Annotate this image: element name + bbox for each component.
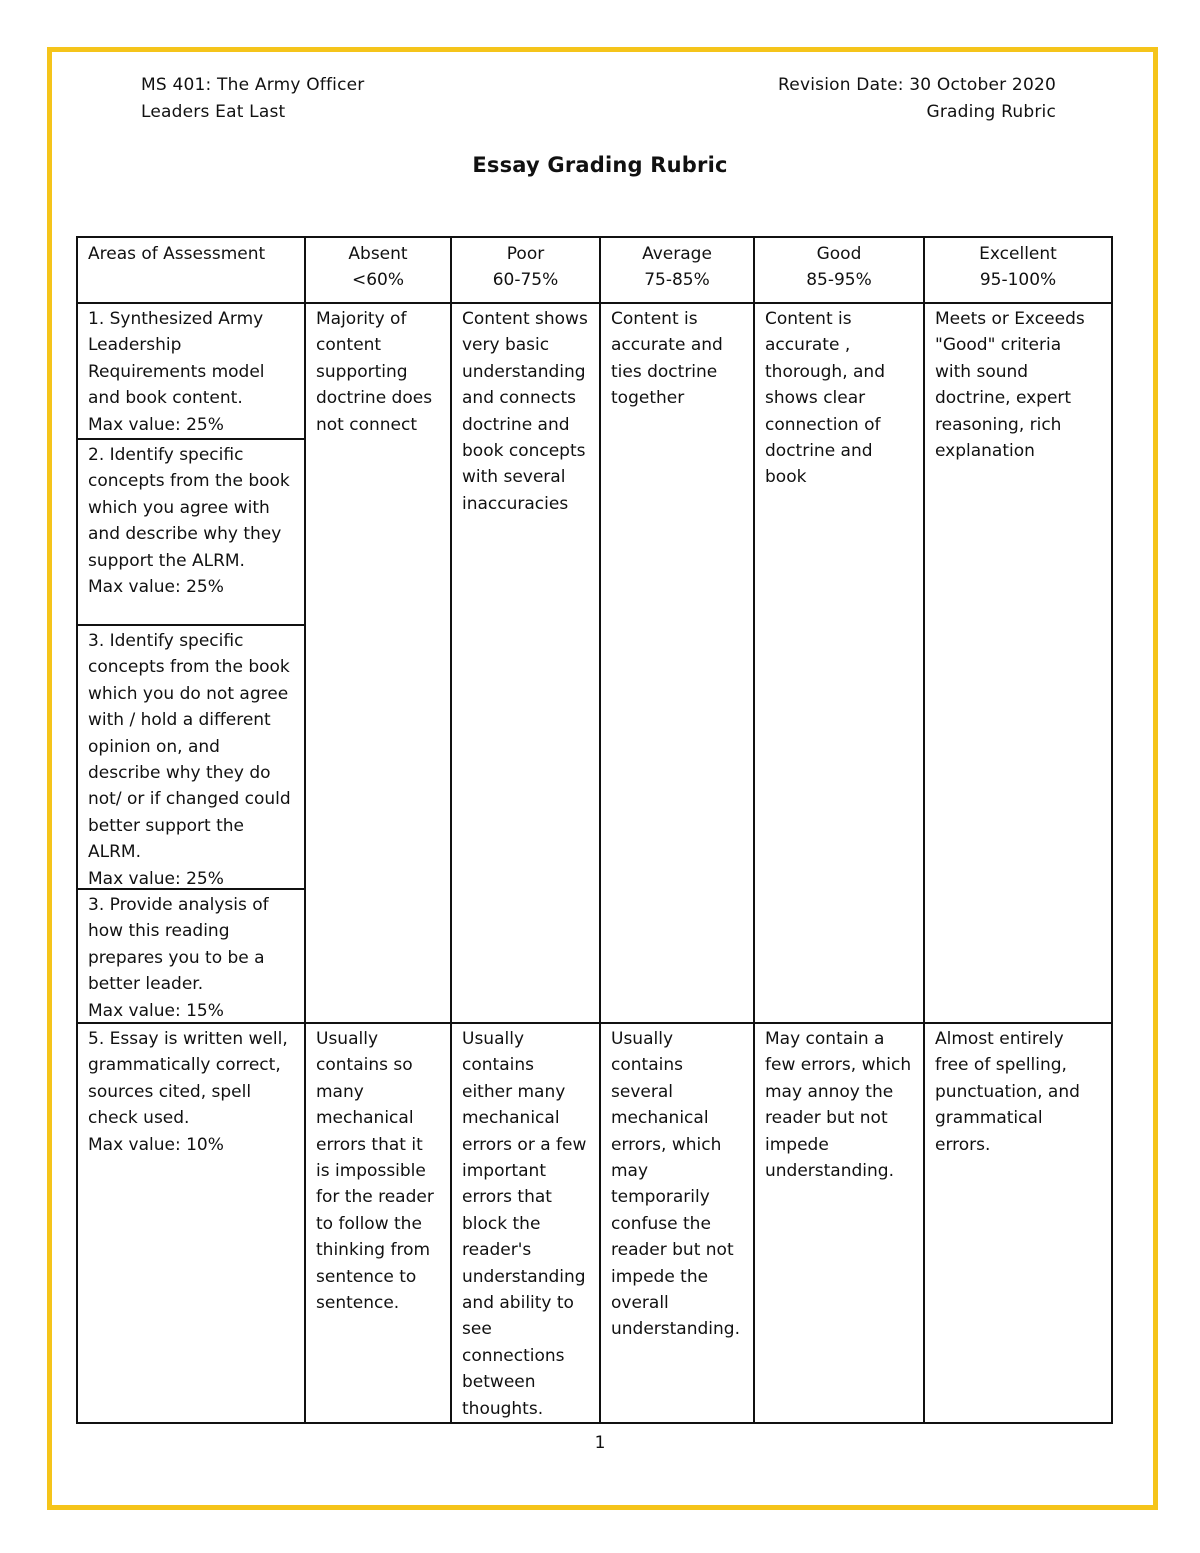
area-item-3 [78,624,304,888]
content-absent-cell: Majority of content supporting doctrine does not connect [305,303,451,1023]
level-name: Average [642,244,712,264]
writing-row [77,1023,1112,1423]
area-max-value: Max value: 25% [88,868,224,889]
level-header-good [754,237,924,303]
level-range: 60-75% [492,270,559,291]
level-header-absent [305,237,451,303]
writing-average-cell: Usually contains several mechanical errors, which may temporarily confuse the reader but not impede the overall understanding. [600,1023,754,1423]
level-header-excellent [924,237,1112,303]
content-row [77,303,1112,1023]
area-max-value: Max value: 15% [88,1000,224,1021]
header-row [77,237,1112,303]
level-name: Absent [348,244,408,264]
area-item-1 [78,304,304,438]
area-text: 3. Identify specific concepts from the book which you do not agree with / hold a different opinion on, and describe why they do not/ or if changed could better support the ALRM. [88,631,291,863]
writing-poor-cell: Usually contains either many mechanical errors or a few important errors that block the reader's understanding and ability to see connections between thoughts. [451,1023,600,1423]
content-areas-cell [77,303,305,1023]
area-max-value: Max value: 25% [88,414,224,435]
page-number: 1 [594,1433,606,1453]
area-item-4 [78,888,304,1020]
areas-header: Areas of Assessment [77,237,305,303]
area-text: 2. Identify specific concepts from the book which you agree with and describe why they support the ALRM. [88,445,290,571]
header-left [141,72,364,126]
level-name: Excellent [979,244,1057,264]
course-title: MS 401: The Army Officer [141,75,365,95]
content-excellent-cell: Meets or Exceeds "Good" criteria with sound doctrine, expert reasoning, rich explanation [924,303,1112,1023]
writing-area-cell [77,1023,305,1423]
level-range: 95-100% [979,270,1057,291]
area-max-value: Max value: 25% [88,577,224,598]
level-range: 75-85% [644,270,710,291]
document-type: Grading Rubric [926,102,1056,122]
writing-good-cell: May contain a few errors, which may annoy the reader but not impede understanding. [754,1023,924,1423]
revision-date: Revision Date: 30 October 2020 [778,75,1056,95]
area-text: 3. Provide analysis of how this reading prepares you to be a better leader. [88,895,269,995]
area-max-value: Max value: 10% [88,1134,224,1155]
book-title: Leaders Eat Last [141,102,286,122]
level-header-poor [451,237,600,303]
level-range: <60% [351,270,405,291]
level-name: Poor [506,244,545,264]
area-text: 1. Synthesized Army Leadership Requirements model and book content. [88,309,265,409]
level-header-average [600,237,754,303]
area-item-2 [78,438,304,624]
level-name: Good [816,244,862,264]
page-title: Essay Grading Rubric [472,153,728,177]
header-right [740,72,1056,126]
writing-absent-cell: Usually contains so many mechanical errors that it is impossible for the reader to follow the thinking from sentence to sentence. [305,1023,451,1423]
level-range: 85-95% [806,270,872,291]
content-good-cell: Content is accurate , thorough, and shows clear connection of doctrine and book [754,303,924,1023]
content-average-cell: Content is accurate and ties doctrine together [600,303,754,1023]
writing-excellent-cell: Almost entirely free of spelling, punctuation, and grammatical errors. [924,1023,1112,1423]
content-poor-cell: Content shows very basic understanding and connects doctrine and book concepts with several inaccuracies [451,303,600,1023]
rubric-table [76,236,1113,1424]
area-text: 5. Essay is written well, grammatically correct, sources cited, spell check used. [88,1029,288,1129]
